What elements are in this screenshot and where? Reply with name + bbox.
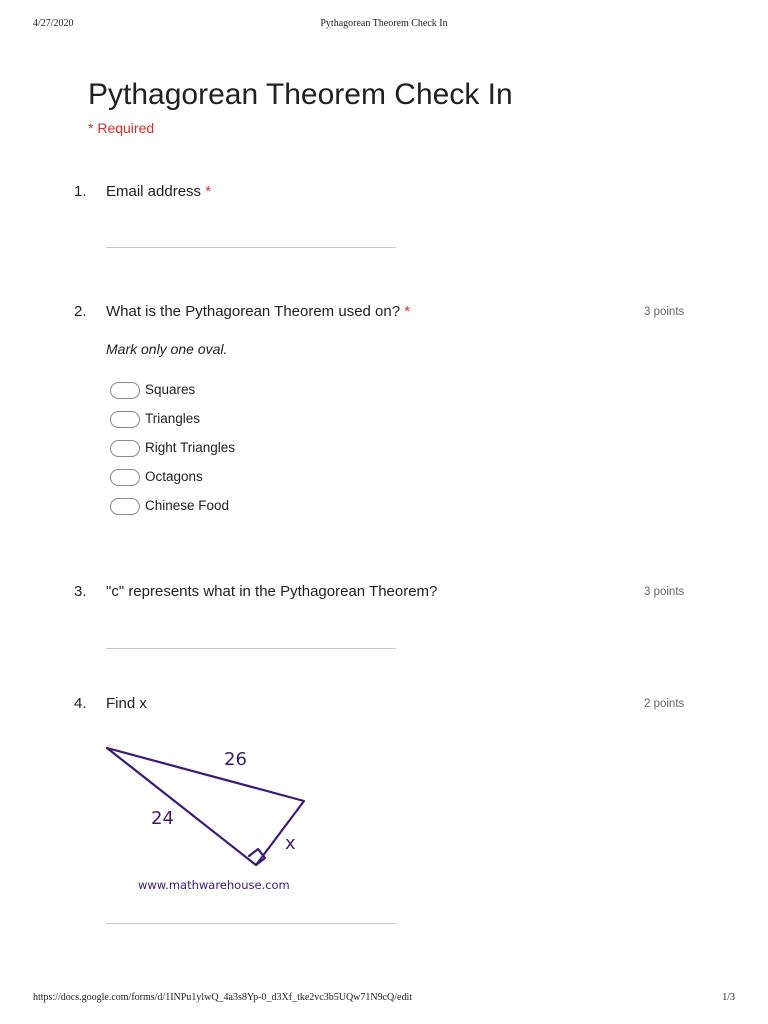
hypotenuse-label: 26 (224, 749, 247, 770)
triangle-shape (107, 748, 304, 865)
unknown-x-label: x (285, 833, 296, 854)
option-label: Chinese Food (145, 498, 230, 513)
question-4-text: Find x (106, 695, 147, 712)
figure-watermark: www.mathwarehouse.com (138, 878, 290, 892)
email-answer-field[interactable] (106, 247, 396, 248)
radio-oval[interactable] (110, 382, 140, 399)
option-label: Squares (145, 382, 196, 397)
radio-oval[interactable] (110, 440, 140, 457)
question-3-answer-field[interactable] (106, 648, 396, 649)
radio-oval[interactable] (110, 469, 140, 486)
print-footer (0, 992, 768, 1006)
question-4-answer-field[interactable] (106, 923, 396, 924)
leg-label: 24 (151, 808, 174, 829)
question-2-number: 2. (74, 303, 87, 320)
question-4-number: 4. (74, 695, 87, 712)
option-triangles[interactable] (110, 409, 310, 429)
required-asterisk: * (205, 183, 212, 200)
question-2-label: What is the Pythagorean Theorem used on? (106, 303, 401, 320)
radio-oval[interactable] (110, 411, 140, 428)
question-3-text: "c" represents what in the Pythagorean Theorem? (106, 583, 438, 600)
required-asterisk: * (404, 303, 411, 320)
question-2-instruction: Mark only one oval. (106, 341, 228, 357)
page-number: 1/3 (722, 992, 735, 1003)
option-right-triangles[interactable] (110, 438, 310, 458)
print-date: 4/27/2020 (33, 18, 74, 29)
radio-oval[interactable] (110, 498, 140, 515)
option-chinese-food[interactable] (110, 496, 310, 516)
option-octagons[interactable] (110, 467, 310, 487)
print-title: Pythagorean Theorem Check In (320, 18, 448, 29)
question-2-text (106, 303, 410, 320)
question-1-label: Email address (106, 183, 202, 200)
triangle-figure (100, 735, 320, 900)
question-3-points: 3 points (644, 586, 685, 598)
option-label: Octagons (145, 469, 203, 484)
print-header (0, 18, 768, 32)
form-title: Pythagorean Theorem Check In (88, 78, 513, 111)
question-1-text (106, 183, 211, 200)
option-label: Triangles (145, 411, 201, 426)
question-3-number: 3. (74, 583, 87, 600)
form-url: https://docs.google.com/forms/d/1INPu1ylwQ_4a3s8Yp-0_d3Xf_tke2vc3b5UQw71N9cQ/edit (33, 992, 413, 1003)
required-note: * Required (88, 120, 155, 136)
question-1-number: 1. (74, 183, 87, 200)
option-label: Right Triangles (145, 440, 236, 455)
question-4-points: 2 points (644, 698, 685, 710)
question-2-points: 3 points (644, 306, 685, 318)
option-squares[interactable] (110, 380, 310, 400)
